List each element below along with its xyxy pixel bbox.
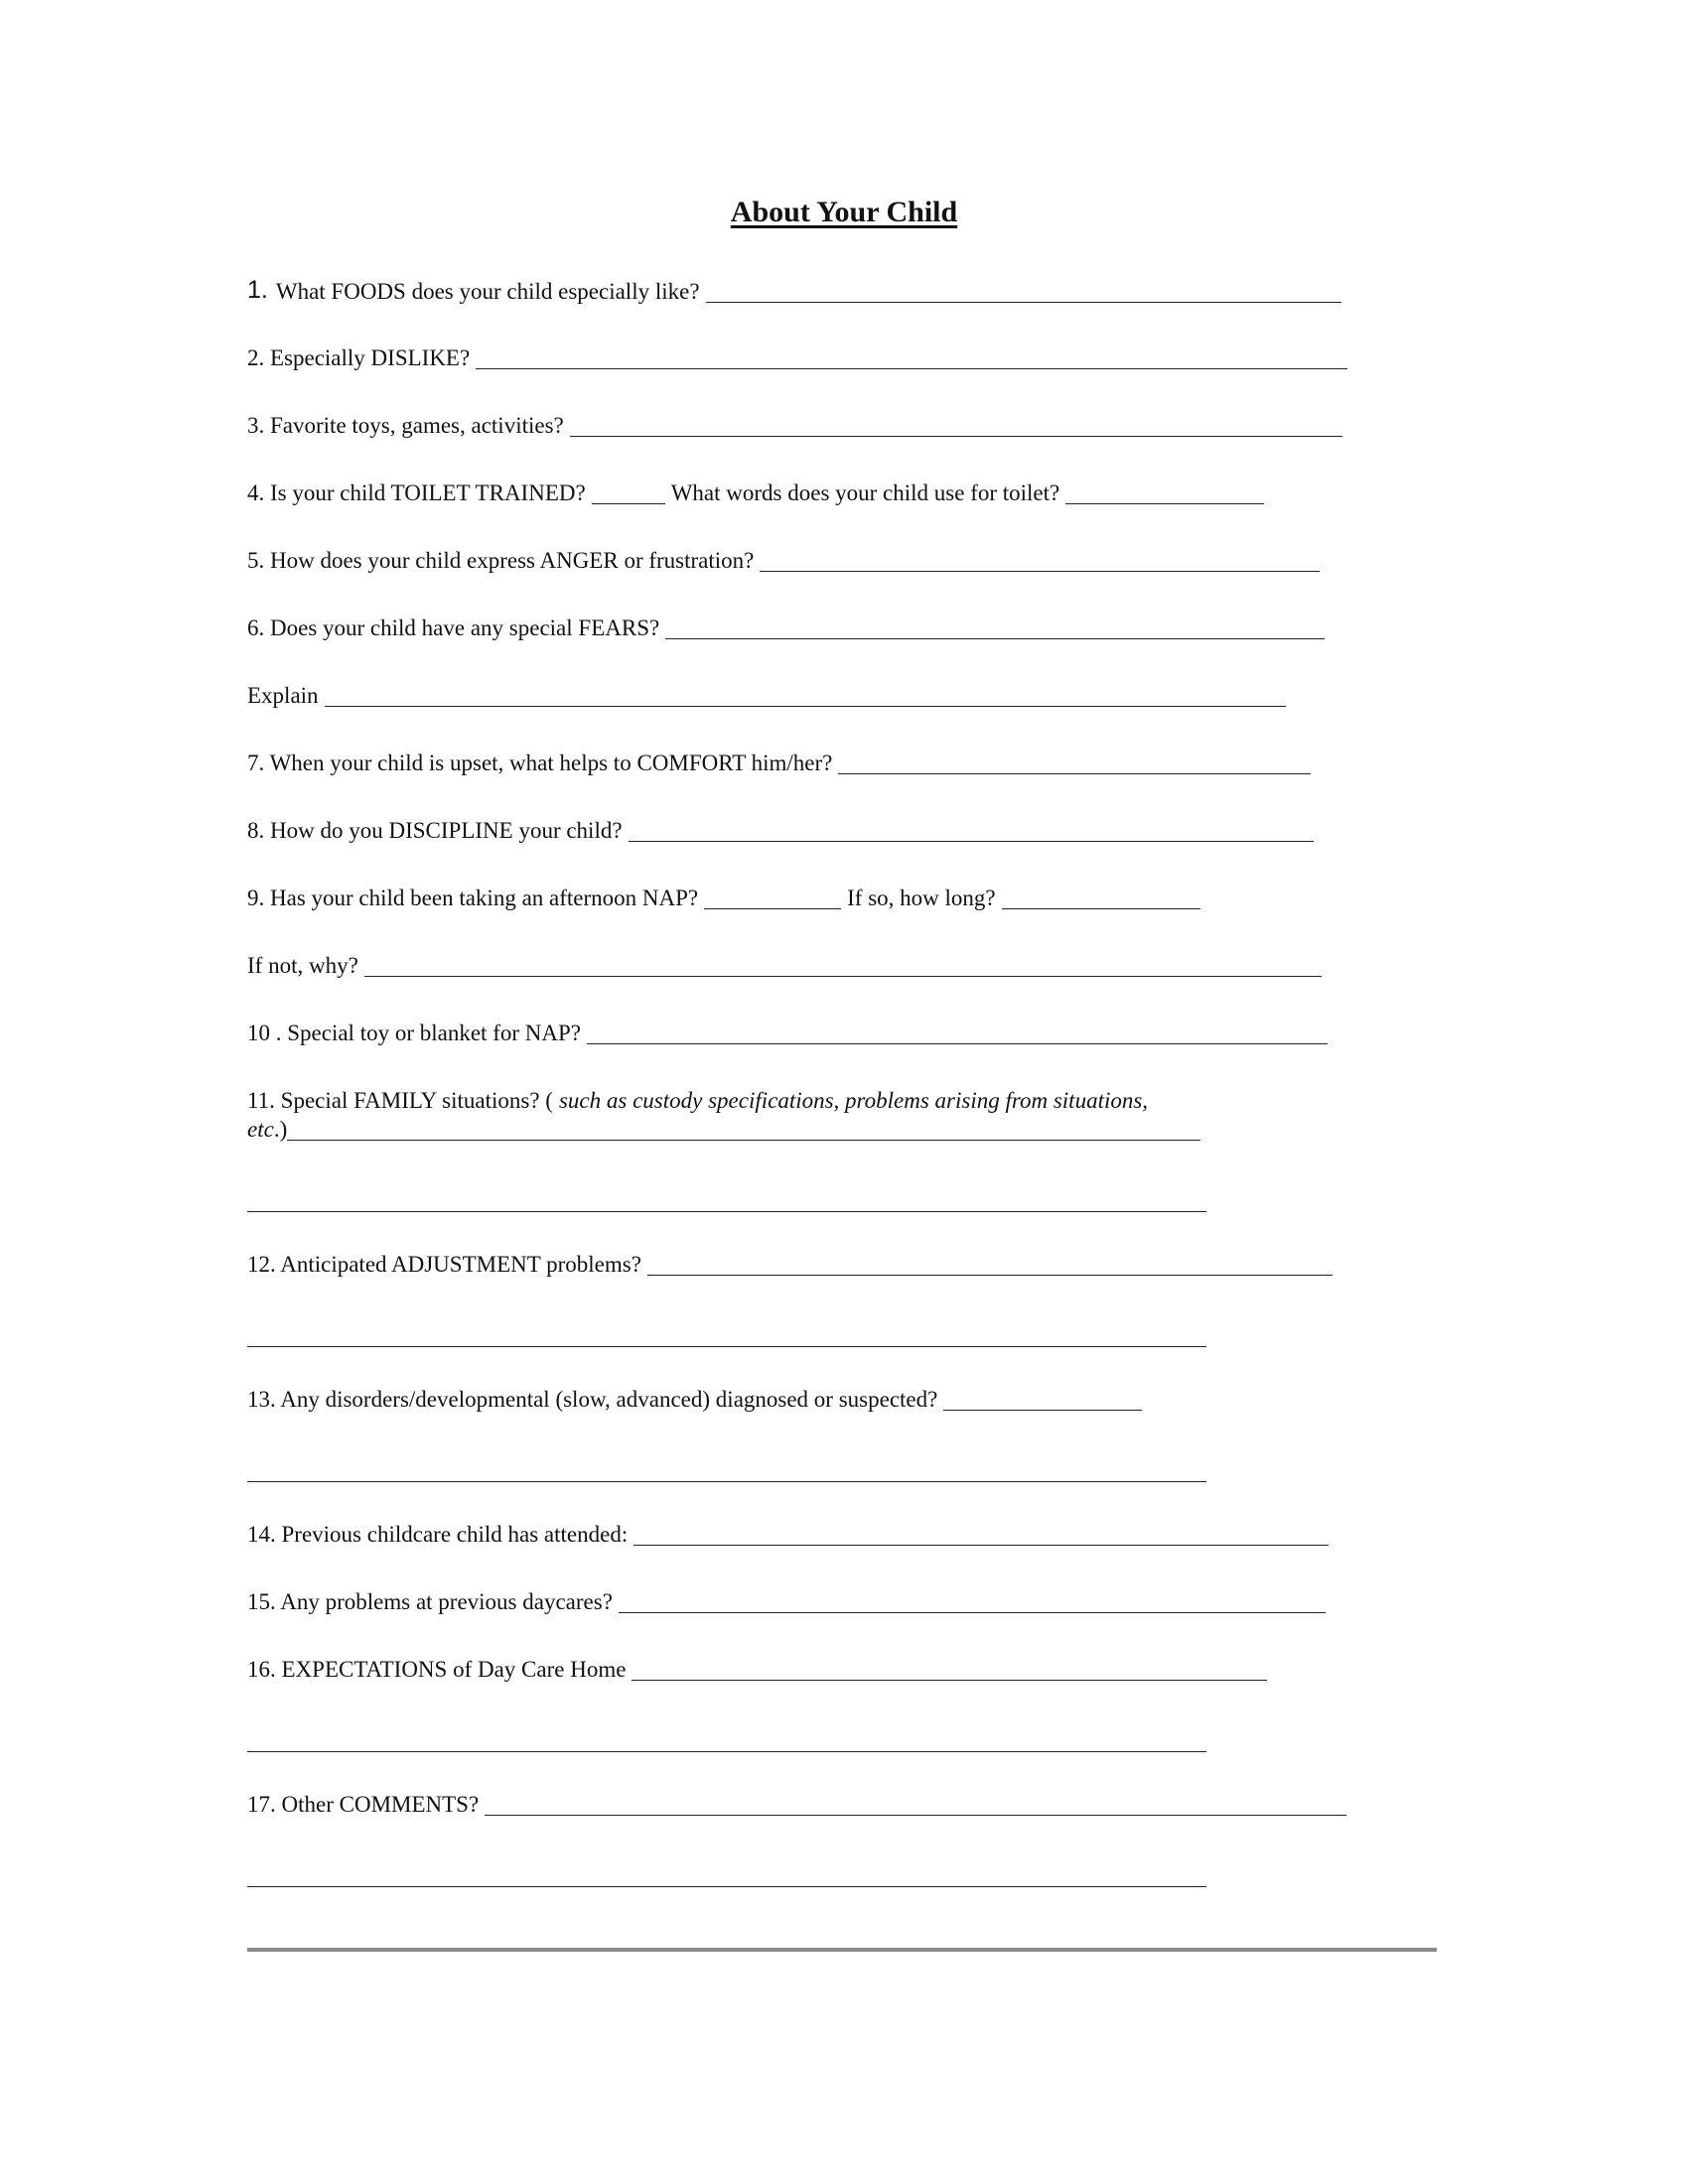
anger-field[interactable] — [760, 552, 1320, 572]
question-anger — [247, 549, 1326, 572]
comfort-field[interactable] — [838, 754, 1311, 774]
expectations-field-line2[interactable] — [247, 1751, 1206, 1752]
question-label: 2. Especially DISLIKE? — [247, 345, 471, 370]
question-dislike — [247, 346, 1353, 369]
adjustment-field-line2[interactable] — [247, 1346, 1206, 1347]
question-label: If so, how long? — [847, 886, 996, 910]
question-adjustment — [247, 1253, 1338, 1276]
question-label: 13. Any disorders/developmental (slow, advanced) diagnosed or suspected? — [247, 1387, 938, 1412]
fears-field[interactable] — [665, 619, 1325, 639]
nap-length-field[interactable] — [1002, 889, 1200, 909]
question-label: 6. Does your child have any special FEARS? — [247, 615, 660, 640]
page-title: About Your Child — [730, 196, 958, 228]
question-label: .) — [273, 1117, 288, 1142]
discipline-field[interactable] — [629, 822, 1314, 842]
question-explain — [247, 684, 1292, 707]
question-label: 9. Has your child been taking an afternoon NAP? — [247, 886, 699, 910]
favorite-toys-field[interactable] — [570, 417, 1342, 437]
question-number: 1. — [247, 276, 268, 304]
question-label: 15. Any problems at previous daycares? — [247, 1589, 613, 1614]
bottom-divider — [247, 1948, 1437, 1952]
family-situations-field-line2[interactable] — [247, 1211, 1206, 1212]
explain-field[interactable] — [325, 687, 1286, 707]
comments-field-line2[interactable] — [247, 1886, 1206, 1887]
disorders-field[interactable] — [943, 1391, 1142, 1411]
question-hint: etc — [247, 1117, 274, 1142]
expectations-field[interactable] — [632, 1661, 1267, 1681]
question-disorders — [247, 1388, 1148, 1411]
question-foods-like — [247, 278, 1347, 303]
question-nap — [247, 887, 1206, 909]
question-label: 14. Previous childcare child has attended: — [247, 1522, 629, 1547]
question-label: 12. Anticipated ADJUSTMENT problems? — [247, 1252, 641, 1277]
question-favorite-toys — [247, 414, 1348, 437]
foods-like-field[interactable] — [706, 283, 1341, 303]
nap-field[interactable] — [704, 889, 841, 909]
question-label: 5. How does your child express ANGER or frustration? — [247, 548, 755, 573]
question-comfort — [247, 751, 1317, 774]
question-previous-childcare — [247, 1523, 1335, 1546]
family-situations-field[interactable] — [287, 1121, 1200, 1141]
question-label: 3. Favorite toys, games, activities? — [247, 413, 564, 438]
dislike-field[interactable] — [476, 349, 1347, 369]
question-family-situations — [247, 1089, 1148, 1112]
question-previous-problems — [247, 1590, 1332, 1613]
question-label: 17. Other COMMENTS? — [247, 1792, 480, 1817]
question-toilet-trained — [247, 481, 1270, 504]
question-label: 8. How do you DISCIPLINE your child? — [247, 818, 623, 843]
question-family-situations-line2 — [247, 1118, 1206, 1141]
disorders-field-line2[interactable] — [247, 1481, 1206, 1482]
previous-problems-field[interactable] — [619, 1593, 1326, 1613]
question-label: What FOODS does your child especially like? — [275, 279, 700, 304]
question-label: What words does your child use for toilet? — [670, 480, 1060, 505]
previous-childcare-field[interactable] — [633, 1526, 1329, 1546]
question-label: 11. Special FAMILY situations? ( — [247, 1088, 553, 1113]
question-label: 4. Is your child TOILET TRAINED? — [247, 480, 586, 505]
toilet-trained-field[interactable] — [592, 484, 665, 504]
question-label: Explain — [247, 683, 319, 708]
comments-field[interactable] — [485, 1796, 1346, 1816]
question-fears — [247, 616, 1331, 639]
question-hint: such as custody specifications, problems arising from situations, — [558, 1088, 1149, 1113]
adjustment-field[interactable] — [647, 1256, 1333, 1276]
question-discipline — [247, 819, 1320, 842]
question-label: If not, why? — [247, 953, 358, 978]
special-toy-field[interactable] — [587, 1024, 1328, 1044]
question-label: 7. When your child is upset, what helps to COMFORT him/her? — [247, 751, 833, 775]
question-label: 10 . Special toy or blanket for NAP? — [247, 1021, 581, 1045]
question-label: 16. EXPECTATIONS of Day Care Home — [247, 1657, 627, 1682]
toilet-words-field[interactable] — [1065, 484, 1264, 504]
question-expectations — [247, 1658, 1273, 1681]
question-if-not-why — [247, 954, 1328, 977]
question-special-toy — [247, 1022, 1334, 1044]
if-not-why-field[interactable] — [364, 957, 1322, 977]
question-comments — [247, 1793, 1352, 1816]
